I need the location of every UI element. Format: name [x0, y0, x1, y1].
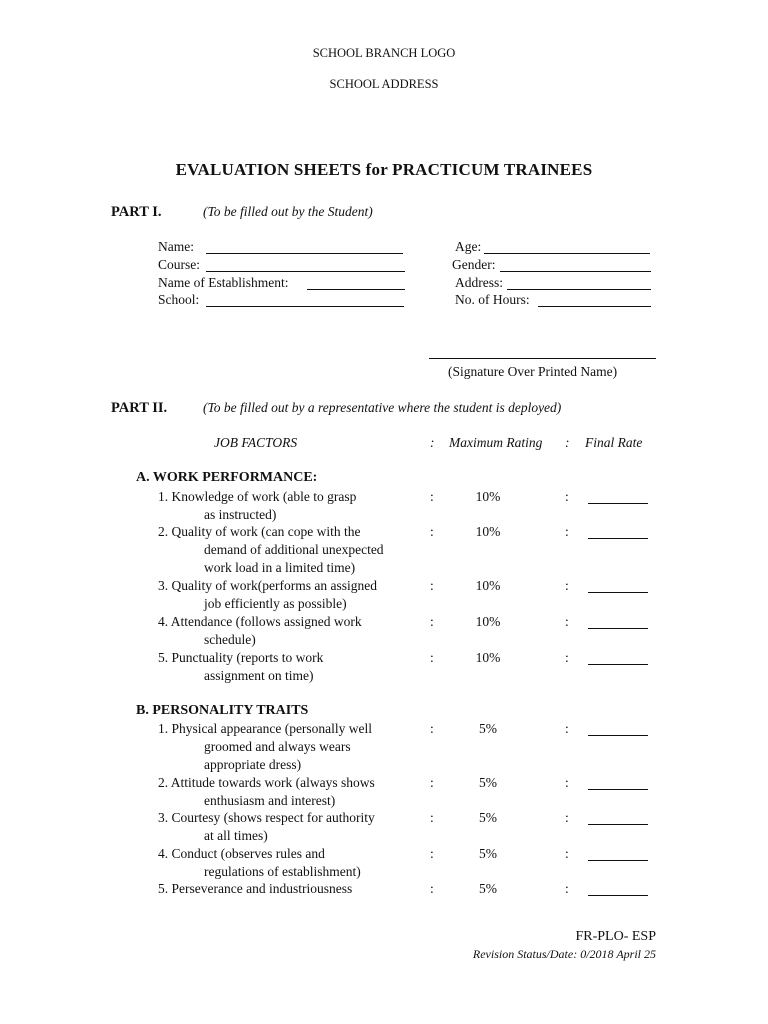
header-separator: : [430, 435, 435, 450]
job-factor-item [158, 809, 428, 845]
section-b-title: B. PERSONALITY TRAITS [136, 703, 309, 718]
hours-field-line[interactable] [538, 306, 651, 307]
address-field-line[interactable] [507, 289, 651, 290]
item-separator: : [430, 578, 434, 593]
part-1-instruction: (To be filled out by the Student) [203, 204, 373, 219]
factor-line: schedule) [204, 632, 256, 647]
max-rating-value: 10% [475, 489, 501, 504]
job-factor-item [158, 880, 428, 898]
establishment-label: Name of Establishment: [158, 275, 289, 290]
factor-line: 2. Attitude towards work (always shows [158, 775, 375, 790]
item-separator: : [565, 614, 569, 629]
job-factor-item [158, 774, 428, 810]
gender-label: Gender: [452, 257, 496, 272]
job-factor-item [158, 613, 428, 649]
item-separator: : [430, 614, 434, 629]
age-label: Age: [455, 239, 482, 254]
factor-line: 3. Courtesy (shows respect for authority [158, 810, 375, 825]
signature-line[interactable] [429, 358, 656, 359]
item-separator: : [430, 650, 434, 665]
job-factor-item [158, 488, 428, 524]
factor-line: assignment on time) [204, 668, 314, 683]
factor-line: 5. Perseverance and industriousness [158, 881, 353, 896]
factor-line: as instructed) [204, 507, 277, 522]
max-rating-value: 5% [479, 881, 497, 896]
factor-line: job efficiently as possible) [204, 596, 347, 611]
max-rating-value: 5% [479, 721, 497, 736]
factor-line: 2. Quality of work (can cope with the [158, 524, 361, 539]
address-label: Address: [455, 275, 503, 290]
school-field-line[interactable] [206, 306, 404, 307]
part-1-label: PART I. [111, 204, 162, 220]
job-factors-header: JOB FACTORS [214, 435, 298, 450]
school-logo-placeholder: SCHOOL BRANCH LOGO [312, 46, 456, 60]
final-rate-blank[interactable] [588, 592, 648, 593]
signature-label: (Signature Over Printed Name) [448, 364, 618, 379]
final-rate-blank[interactable] [588, 860, 648, 861]
final-rate-blank[interactable] [588, 503, 648, 504]
course-field-line[interactable] [206, 271, 405, 272]
part-2-label: PART II. [111, 400, 168, 416]
factor-line: work load in a limited time) [204, 560, 356, 575]
item-separator: : [565, 524, 569, 539]
item-separator: : [565, 881, 569, 896]
item-separator: : [430, 721, 434, 736]
school-label: School: [158, 292, 200, 307]
factor-line: groomed and always wears [204, 739, 351, 754]
section-a-title: A. WORK PERFORMANCE: [136, 470, 318, 485]
factor-line: demand of additional unexpected [204, 542, 384, 557]
job-factor-item [158, 523, 428, 577]
course-label: Course: [158, 257, 200, 272]
part-2-instruction: (To be filled out by a representative where the student is deployed) [203, 400, 562, 415]
item-separator: : [430, 524, 434, 539]
final-rate-blank[interactable] [588, 824, 648, 825]
item-separator: : [565, 721, 569, 736]
name-label: Name: [158, 239, 194, 254]
max-rating-value: 10% [475, 578, 501, 593]
item-separator: : [565, 775, 569, 790]
item-separator: : [430, 810, 434, 825]
job-factor-item [158, 845, 428, 881]
name-field-line[interactable] [206, 253, 403, 254]
job-factor-item [158, 720, 428, 774]
factor-line: 4. Conduct (observes rules and [158, 846, 325, 861]
age-field-line[interactable] [484, 253, 650, 254]
item-separator: : [430, 881, 434, 896]
final-rate-blank[interactable] [588, 538, 648, 539]
revision-status: Revision Status/Date: 0/2018 April 25 [472, 947, 656, 961]
factor-line: 1. Knowledge of work (able to grasp [158, 489, 357, 504]
item-separator: : [565, 650, 569, 665]
factor-line: 5. Punctuality (reports to work [158, 650, 324, 665]
max-rating-header: Maximum Rating [449, 435, 543, 450]
factor-line: regulations of establishment) [204, 864, 361, 879]
max-rating-value: 5% [479, 846, 497, 861]
max-rating-value: 10% [475, 650, 501, 665]
final-rate-blank[interactable] [588, 628, 648, 629]
item-separator: : [565, 846, 569, 861]
school-address: SCHOOL ADDRESS [329, 77, 439, 91]
form-code: FR-PLO- ESP [575, 929, 656, 944]
factor-line: 1. Physical appearance (personally well [158, 721, 373, 736]
final-rate-blank[interactable] [588, 789, 648, 790]
hours-label: No. of Hours: [455, 292, 530, 307]
max-rating-value: 10% [475, 614, 501, 629]
item-separator: : [565, 578, 569, 593]
item-separator: : [430, 775, 434, 790]
factor-line: appropriate dress) [204, 757, 302, 772]
item-separator: : [565, 489, 569, 504]
factor-line: 3. Quality of work(performs an assigned [158, 578, 377, 593]
establishment-field-line[interactable] [307, 289, 405, 290]
max-rating-value: 5% [479, 810, 497, 825]
final-rate-blank[interactable] [588, 895, 648, 896]
gender-field-line[interactable] [500, 271, 651, 272]
item-separator: : [565, 810, 569, 825]
item-separator: : [430, 846, 434, 861]
factor-line: at all times) [204, 828, 268, 843]
max-rating-value: 10% [475, 524, 501, 539]
item-separator: : [430, 489, 434, 504]
final-rate-blank[interactable] [588, 664, 648, 665]
final-rate-blank[interactable] [588, 735, 648, 736]
final-rate-header: Final Rate [585, 435, 643, 450]
factor-line: enthusiasm and interest) [204, 793, 336, 808]
job-factor-item [158, 577, 428, 613]
factor-line: 4. Attendance (follows assigned work [158, 614, 362, 629]
max-rating-value: 5% [479, 775, 497, 790]
header-separator: : [565, 435, 570, 450]
document-title: EVALUATION SHEETS for PRACTICUM TRAINEES [175, 160, 593, 179]
job-factor-item [158, 649, 428, 685]
